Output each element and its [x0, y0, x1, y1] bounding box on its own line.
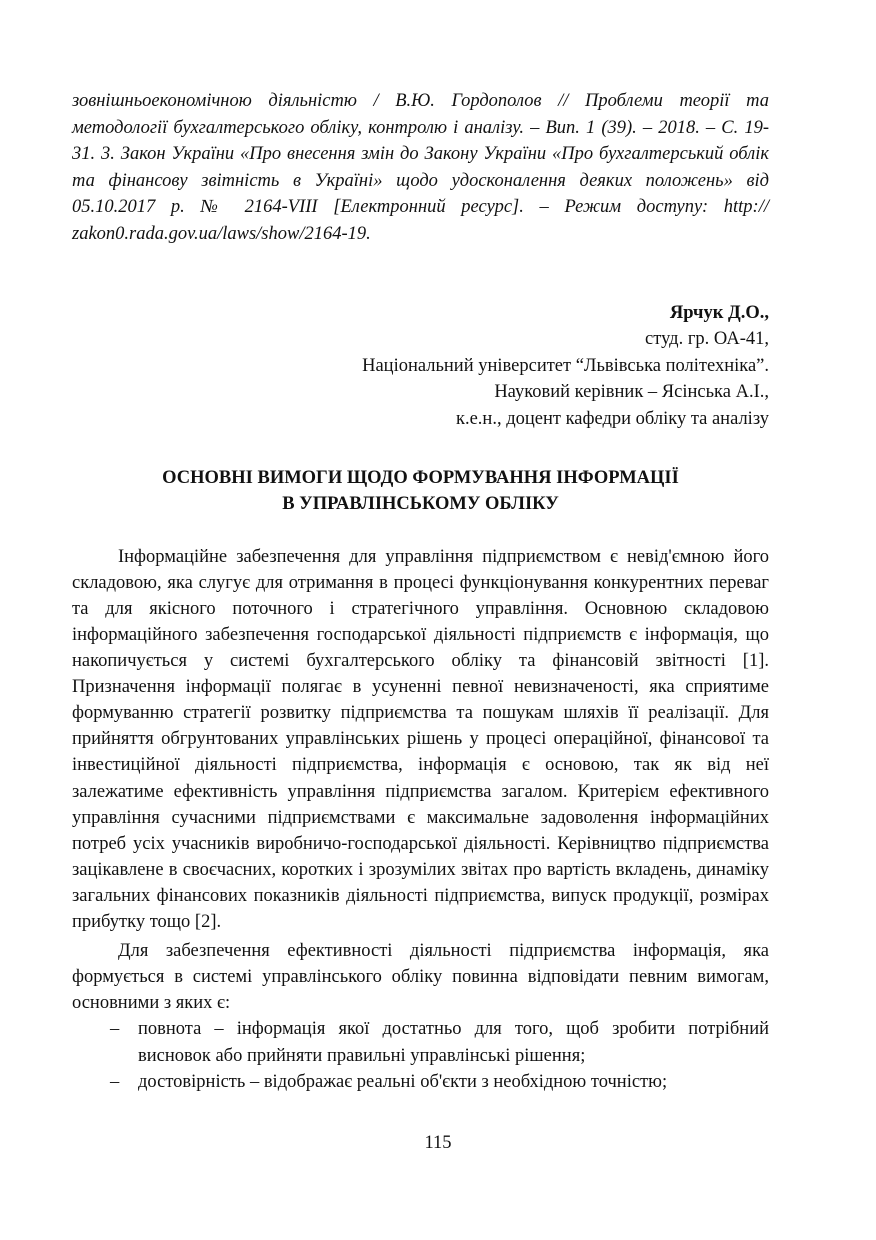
article-title [72, 465, 769, 518]
paragraph-2: Для забезпечення ефективності діяльності підприємства інформація, яка формується в системі управлінського обліку повинна відповідати певним вимогам, основними з яких є: [72, 941, 769, 1014]
page-content [72, 88, 769, 1095]
author-group: студ. гр. ОА-41, [645, 329, 769, 350]
author-supervisor: Науковий керівник – Ясінська А.І., [494, 382, 769, 403]
references-continuation: зовнішньоекономічною діяльністю / В.Ю. Гордополов // Проблеми теорії та методології бухгалтерського обліку, контролю і аналізу. – Вип. 1 (39). – 2018. – С. 19-31. 3. Закон України «Про внесення змін до Закону України «Про бухгалтерський облік та фінансову звітність в Україні» щодо удосконалення деяких положень» від 05.10.2017 р. № 2164-VIII [Електронний ресурс]. – Режим доступу: http:// zakon0.rada.gov.ua/laws/show/2164-19. [72, 91, 769, 244]
page-number: 115 [424, 1133, 452, 1153]
article-title-line-2: В УПРАВЛІНСЬКОМУ ОБЛІКУ [282, 494, 559, 515]
paragraph-1: Інформаційне забезпечення для управління підприємством є невід'ємною його складовою, яка слугує для отримання в процесі функціонування конкурентних переваг та для якісного поточного і стратегічного управління. Основною складовою інформаційного забезпечення господарської діяльності підприємств є інформація, що накопичується у системі бухгалтерського обліку та фінансовій звітності [1]. Призначення інформації полягає в усуненні певної невизначеності, яка сприятиме формуванню стратегії розвитку підприємства та пошукам шляхів її реалізації. Для прийняття обгрунтованих управлінських рішень у процесі операційної, фінансової та інвестиційної діяльності підприємства, інформація є основою, так як від неї залежатиме ефективність управління підприємства загалом. Критерієм ефективного управління сучасними підприємствами є максимальне задоволення інформаційних потреб усіх учасників виробничо-господарської діяльності. Керівництво підприємства зацікавлене в своєчасних, коротких і зрозумілих звітах про вартість вкладень, динаміку загальних фінансових показників діяльності підприємства, випуск продукції, розмірах прибутку тощо [2]. [72, 546, 769, 933]
list-item [72, 1069, 769, 1095]
author-university: Національний університет “Львівська політехніка”. [362, 355, 769, 376]
article-body [72, 544, 769, 1095]
list-dash: – [110, 1071, 120, 1092]
author-block [72, 300, 769, 433]
list-dash: – [110, 1019, 120, 1040]
author-name: Ярчук Д.О., [669, 302, 769, 323]
list-item-text: повнота – інформація якої достатньо для того, щоб зробити потрібний висновок або прийняти правильні управлінські рішення; [138, 1019, 769, 1066]
requirements-list [72, 1016, 769, 1094]
article-title-line-1: ОСНОВНІ ВИМОГИ ЩОДО ФОРМУВАННЯ ІНФОРМАЦІЇ [162, 467, 679, 488]
list-item-text: достовірність – відображає реальні об'єкти з необхідною точністю; [138, 1071, 668, 1092]
author-supervisor-title: к.е.н., доцент кафедри обліку та аналізу [455, 408, 769, 429]
list-item [72, 1016, 769, 1068]
